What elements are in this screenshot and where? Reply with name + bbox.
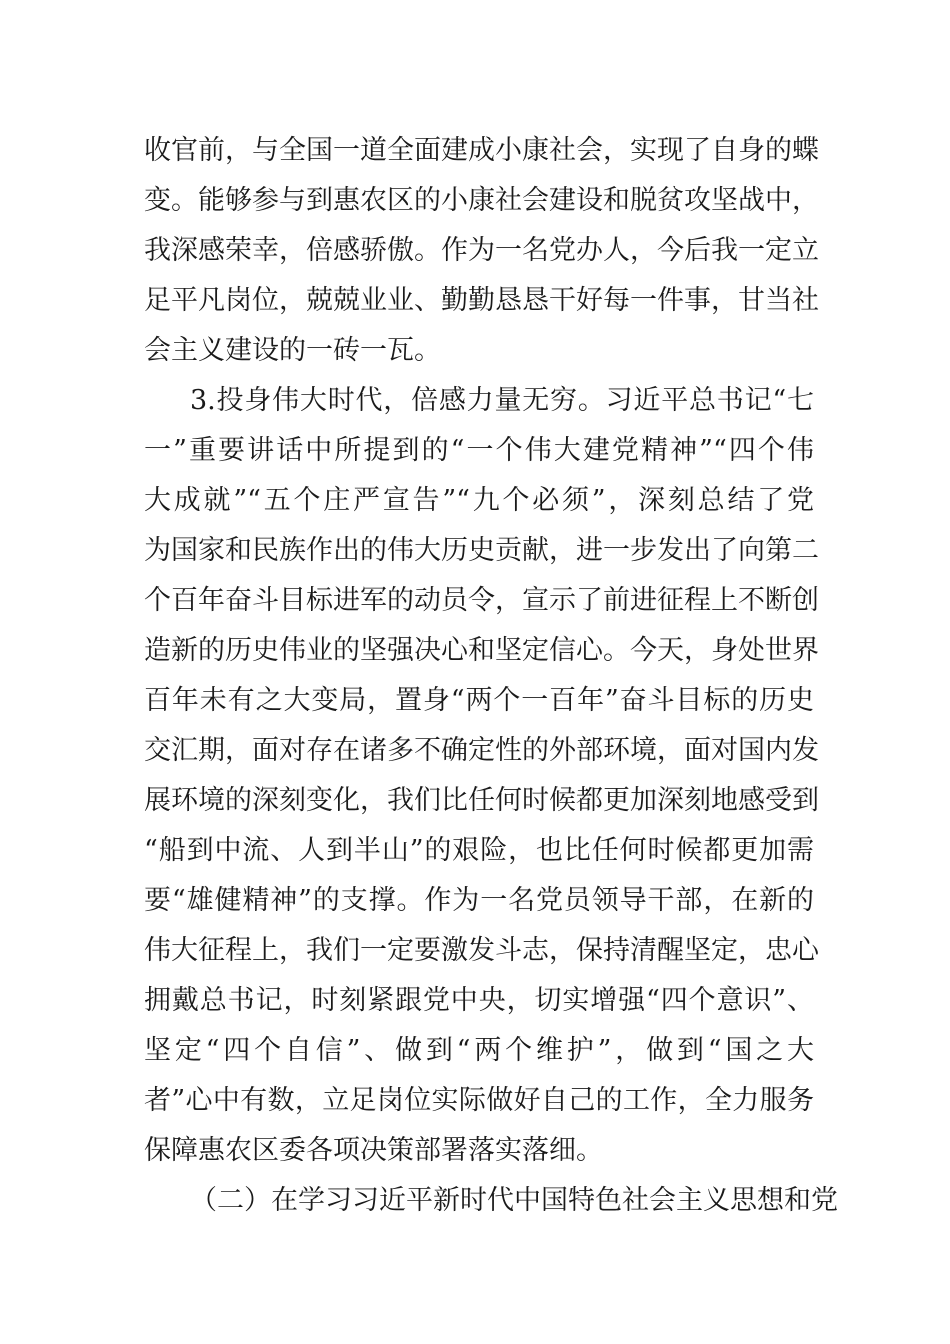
paragraph-2-line-7: 百年未有之大变局，置身“两个一百年”奋斗目标的历史 bbox=[144, 685, 814, 716]
paragraph-2-line-14: 坚定“四个自信”、做到“两个维护”，做到“国之大 bbox=[144, 1035, 814, 1066]
paragraph-2-line-10: “船到中流、人到半山”的艰险，也比任何时候都更加需 bbox=[144, 835, 814, 866]
paragraph-2-line-3: 大成就”“五个庄严宣告”“九个必须”，深刻总结了党 bbox=[144, 485, 814, 516]
paragraph-2-line-4: 为国家和民族作出的伟大历史贡献，进一步发出了向第二 bbox=[144, 535, 819, 566]
paragraph-3-line-1: （二）在学习习近平新时代中国特色社会主义思想和党 bbox=[190, 1185, 838, 1216]
paragraph-2-line-5: 个百年奋斗目标进军的动员令，宣示了前进征程上不断创 bbox=[144, 585, 819, 616]
paragraph-1-line-3: 我深感荣幸，倍感骄傲。作为一名党办人，今后我一定立 bbox=[144, 235, 819, 266]
paragraph-2-line-8: 交汇期，面对存在诸多不确定性的外部环境，面对国内发 bbox=[144, 735, 819, 766]
paragraph-2-line-16: 保障惠农区委各项决策部署落实落细。 bbox=[144, 1135, 603, 1166]
paragraph-1-line-1: 收官前，与全国一道全面建成小康社会，实现了自身的蝶 bbox=[144, 135, 819, 166]
paragraph-1-line-2: 变。能够参与到惠农区的小康社会建设和脱贫攻坚战中， bbox=[144, 185, 819, 216]
paragraph-2-line-12: 伟大征程上，我们一定要激发斗志，保持清醒坚定，忠心 bbox=[144, 935, 819, 966]
paragraph-2-line-15: 者”心中有数，立足岗位实际做好自己的工作，全力服务 bbox=[144, 1085, 814, 1116]
paragraph-1-line-5: 会主义建设的一砖一瓦。 bbox=[144, 335, 441, 366]
paragraph-2-line-2: 一”重要讲话中所提到的“一个伟大建党精神”“四个伟 bbox=[144, 435, 814, 466]
paragraph-2-line-11: 要“雄健精神”的支撑。作为一名党员领导干部，在新的 bbox=[144, 885, 814, 916]
paragraph-2-line-9: 展环境的深刻变化，我们比任何时候都更加深刻地感受到 bbox=[144, 785, 819, 816]
paragraph-1-line-4: 足平凡岗位，兢兢业业、勤勤恳恳干好每一件事，甘当社 bbox=[144, 285, 819, 316]
paragraph-2-line-1: 3.投身伟大时代，倍感力量无穷。习近平总书记“七 bbox=[190, 385, 814, 416]
paragraph-2-line-6: 造新的历史伟业的坚强决心和坚定信心。今天，身处世界 bbox=[144, 635, 819, 666]
paragraph-2-line-13: 拥戴总书记，时刻紧跟党中央，切实增强“四个意识”、 bbox=[144, 985, 814, 1016]
